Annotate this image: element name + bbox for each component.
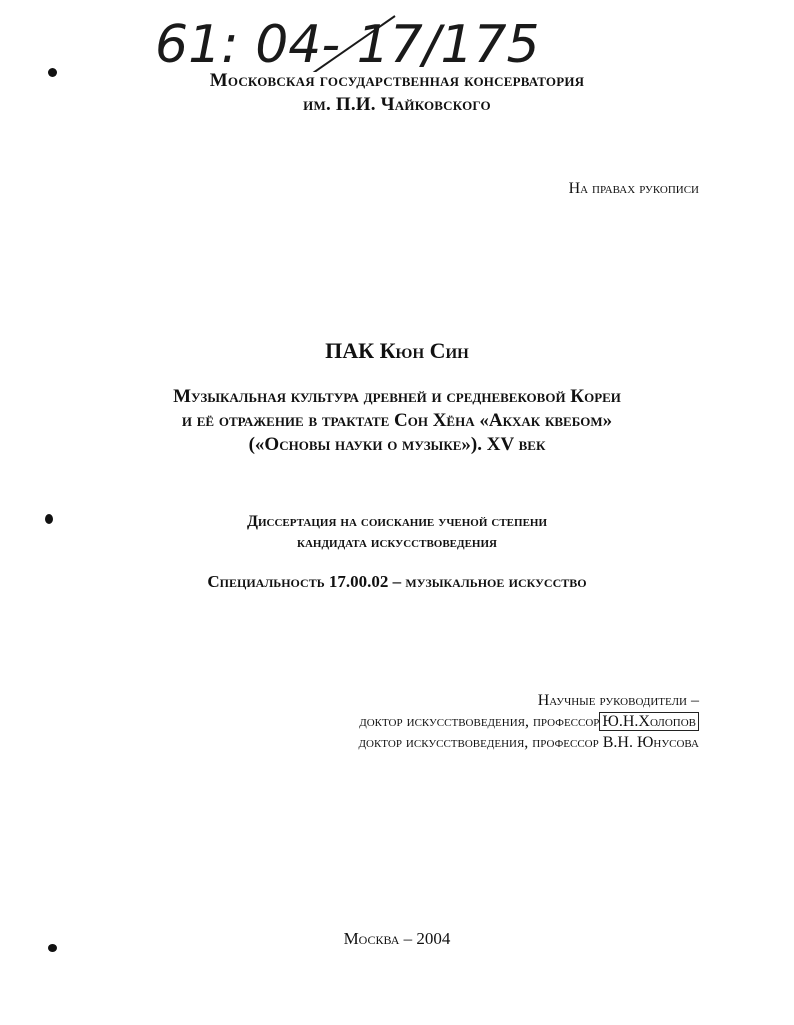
supervisor-1-title: доктор искусствоведения, профессор (359, 713, 600, 730)
dissertation-line-2: кандидата искусствоведения (297, 534, 497, 551)
supervisor-2-title: доктор искусствоведения, профессор (358, 734, 599, 751)
dissertation-line-1: Диссертация на соискание ученой степени (246, 513, 548, 530)
title-line-1: Музыкальная культура древней и средневековой Кореи (173, 386, 621, 407)
institution-line-2: им. П.И. Чайковского (303, 94, 491, 115)
archive-number-handwritten (150, 12, 570, 72)
city-year: Москва – 2004 (343, 929, 451, 948)
author-name: ПАК Кюн Син (325, 338, 469, 363)
institution-line-1: Московская государственная консерватория (209, 70, 585, 91)
supervisor-1 (359, 713, 699, 731)
supervisors-heading: Научные руководители – (537, 692, 699, 709)
manuscript-rights: На правах рукописи (568, 180, 699, 197)
title-line-3: («Основы науки о музыке»). XV век (248, 434, 546, 455)
supervisor-2-name: В.Н. Юнусова (602, 734, 699, 751)
specialty: Специальность 17.00.02 – музыкальное искусство (207, 572, 587, 591)
supervisor-2 (359, 734, 699, 752)
title-line-2: и её отражение в трактате Сон Хёна «Акхак квебом» (181, 410, 613, 431)
archive-number-text: 61: 04- 17/175 (155, 15, 540, 72)
supervisor-1-name: Ю.Н.Холопов (599, 712, 699, 731)
